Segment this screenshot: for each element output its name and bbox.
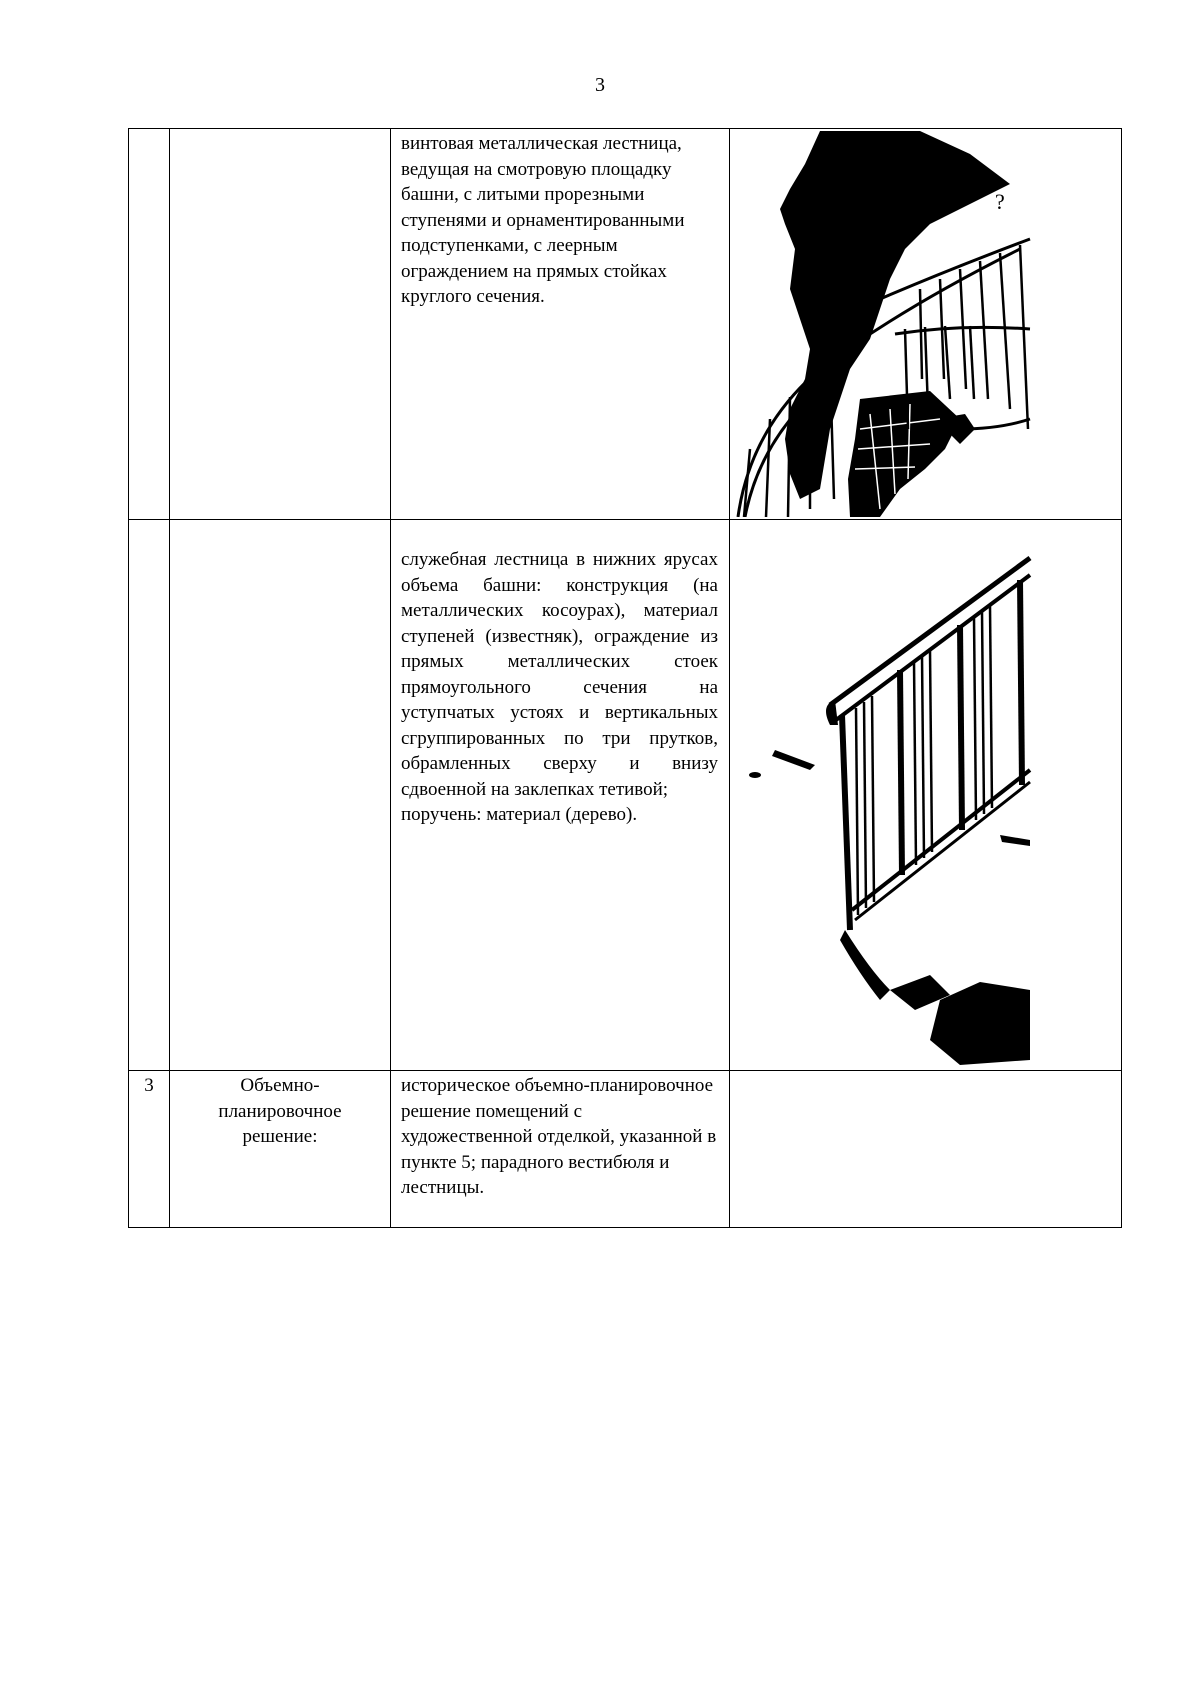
protected-features-table (128, 128, 1122, 1228)
description-extra-text: поручень: материал (дерево). (401, 804, 638, 825)
description-text: историческое объемно-планировочное решение помещений с художественной отделкой, указанной в пункте 5; парадного вестибюля и лестницы. (401, 1075, 717, 1198)
description-cell (391, 1071, 730, 1228)
feature-name-cell (170, 1071, 391, 1228)
description-cell (391, 520, 730, 1071)
table-row (129, 1071, 1122, 1228)
row-number-cell: 3 (129, 1071, 170, 1228)
row-number-cell (129, 129, 170, 520)
description-text: винтовая металлическая лестница, ведущая на смотровую площадку башни, с литыми прорезными ступенями и орнаментированными подступенками, с леерным ограждением на прямых стойках круглого сечения. (401, 133, 685, 307)
page-number: 3 (595, 74, 605, 96)
svg-text:?: ? (995, 189, 1005, 214)
feature-name-cell (170, 129, 391, 520)
feature-name-cell (170, 520, 391, 1071)
description-cell (391, 129, 730, 520)
photo-cell (730, 520, 1122, 1071)
feature-name-text: Объемно-планировочное решение: (218, 1075, 342, 1147)
row-number-cell (129, 520, 170, 1071)
table-row (129, 520, 1122, 1071)
description-text: служебная лестница в нижних ярусах объема башни: конструкция (на металлических косоурах), материал ступеней (известняк), ограждение из прямых металлических стоек прямоугольного сечения на уступчатых устоях и вертикальных сгруппированных по три прутков, обрамленных сверху и внизу сдвоенной на заклепках тетивой; (401, 549, 718, 800)
spiral-staircase-photo-icon (730, 129, 1121, 517)
photo-cell (730, 1071, 1122, 1228)
service-staircase-railing-photo-icon (730, 520, 1121, 1068)
table-row (129, 129, 1122, 520)
photo-cell (730, 129, 1122, 520)
